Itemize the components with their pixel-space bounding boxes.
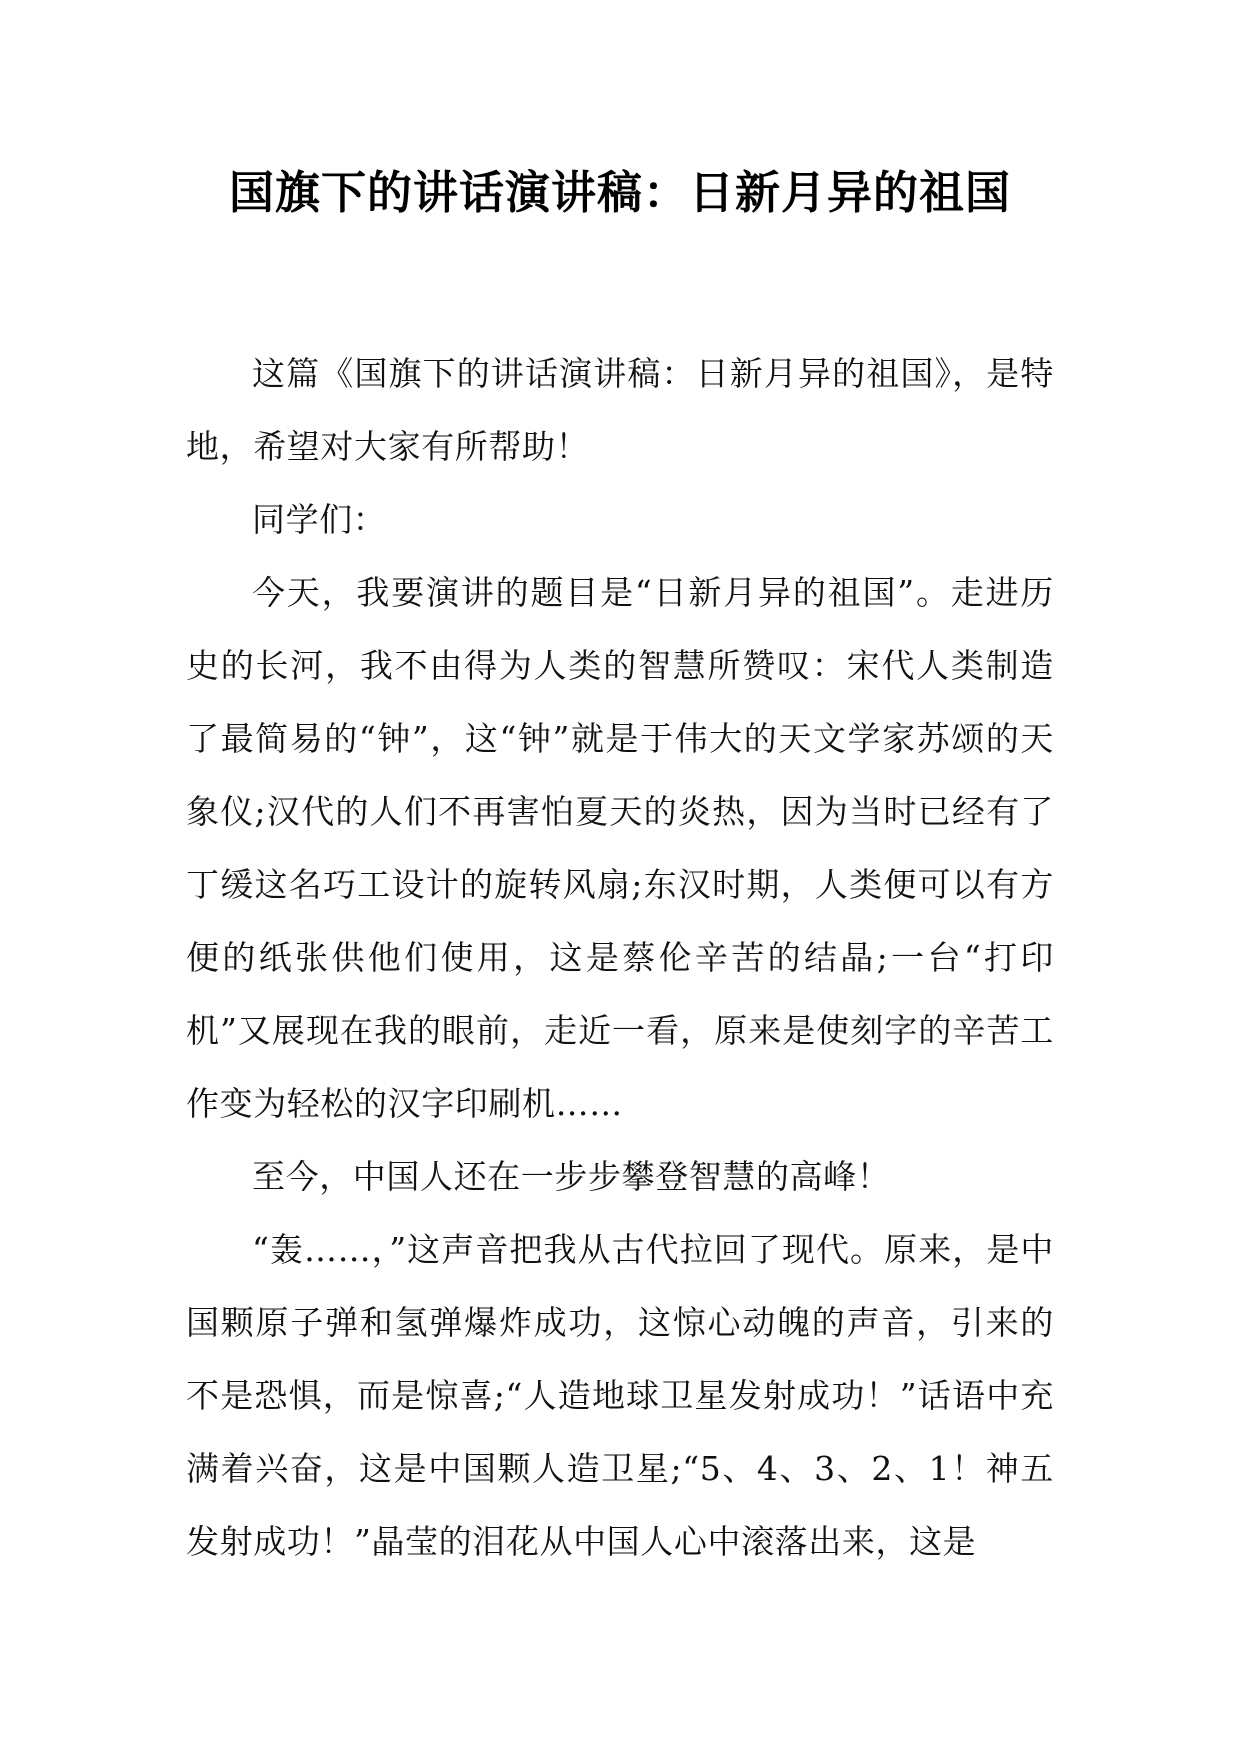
paragraph-wisdom: 至今，中国人还在一步步攀登智慧的高峰！ [252,1157,891,1196]
document-title: 国旗下的讲话演讲稿：日新月异的祖国 [228,166,1011,219]
paragraph-modern: “轰……，”这声音把我从古代拉回了现代。原来，是中国颗原子弹和氢弹爆炸成功，这惊心动魄的声音，引来的不是恐惧，而是惊喜;“人造地球卫星发射成功！”话语中充满着兴奋，这是中国颗人造卫星;“5、4、3、2、1！神五发射成功！”晶莹的泪花从中国人心中滚落出来，这是 [186,1230,1054,1561]
paragraph-intro: 这篇《国旗下的讲话演讲稿：日新月异的祖国》，是特地，希望对大家有所帮助！ [186,354,1054,466]
document-body [186,337,1054,1578]
paragraph-salutation: 同学们： [252,500,387,539]
paragraph-history: 今天，我要演讲的题目是“日新月异的祖国”。走进历史的长河，我不由得为人类的智慧所赞叹：宋代人类制造了最简易的“钟”，这“钟”就是于伟大的天文学家苏颂的天象仪;汉代的人们不再害怕夏天的炎热，因为当时已经有了丁缓这名巧工设计的旋转风扇;东汉时期，人类便可以有方便的纸张供他们使用，这是蔡伦辛苦的结晶;一台“打印机”又展现在我的眼前，走近一看，原来是使刻字的辛苦工作变为轻松的汉字印刷机…… [186,573,1054,1123]
